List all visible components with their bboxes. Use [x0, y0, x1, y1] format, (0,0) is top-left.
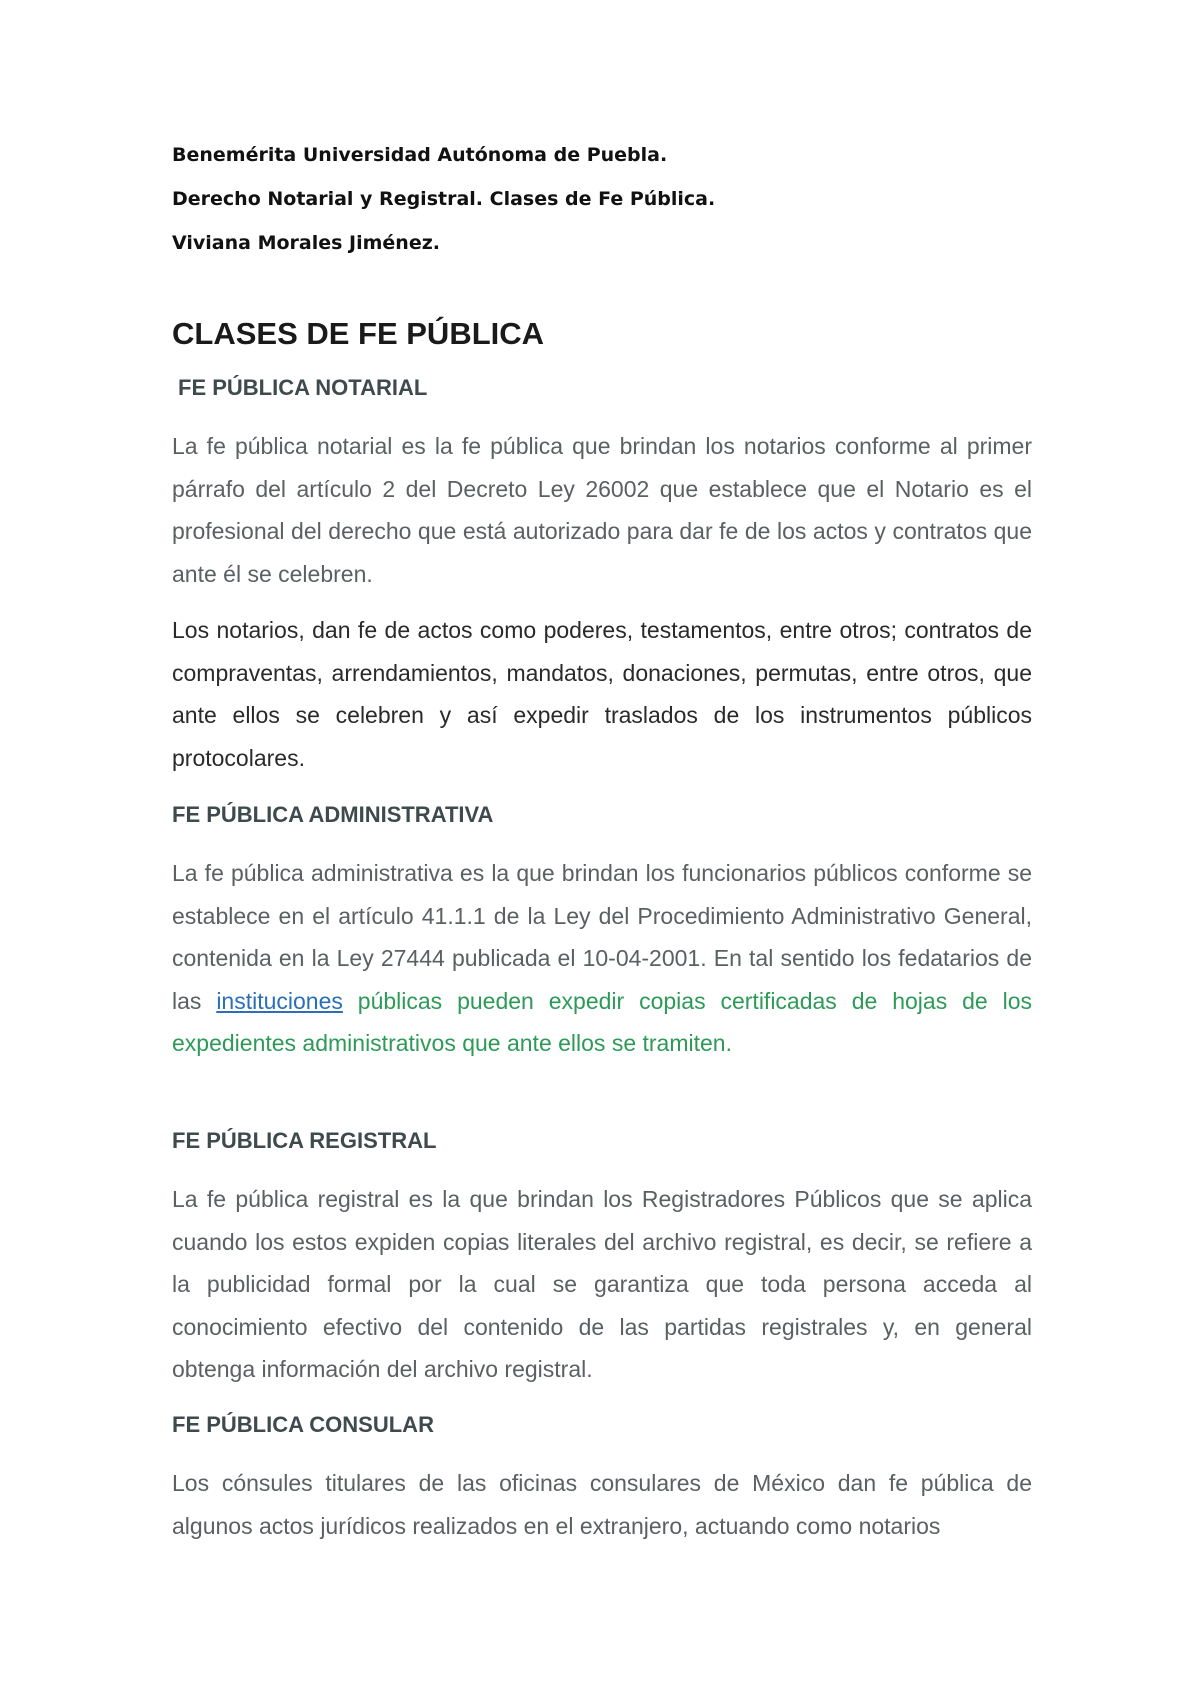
instituciones-link[interactable]: instituciones	[216, 987, 343, 1014]
institution-name: Benemérita Universidad Autónoma de Puebla.	[172, 144, 668, 166]
section-heading-registral: FE PÚBLICA REGISTRAL	[172, 1128, 437, 1153]
paragraph-consular: Los cónsules titulares de las oficinas consulares de México dan fe pública de algunos actos jurídicos realizados en el extranjero, actuando como notarios	[172, 1470, 1032, 1539]
author-name: Viviana Morales Jiménez.	[172, 232, 440, 254]
section-heading-administrativa: FE PÚBLICA ADMINISTRATIVA	[172, 802, 494, 827]
paragraph-notarial-2: Los notarios, dan fe de actos como poderes, testamentos, entre otros; contratos de compraventas, arrendamientos, mandatos, donaciones, permutas, entre otros, que ante ellos se celebren y así expedir traslados de los instrumentos públicos protocolares.	[172, 617, 1032, 771]
document-title: CLASES DE FE PÚBLICA	[172, 316, 545, 351]
paragraph-administrativa	[172, 852, 1032, 1065]
paragraph-administrativa-green-text: públicas pueden expedir copias certificadas de hojas de los expedientes administrativos que ante ellos se tramiten.	[172, 987, 1032, 1056]
section-heading-notarial: FE PÚBLICA NOTARIAL	[178, 375, 428, 400]
paragraph-administrativa-text: La fe pública administrativa es la que brindan los funcionarios públicos conforme se establece en el artículo 41.1.1 de la Ley del Procedimiento Administrativo General, contenida en la Ley 27444 publicada el 10-04-2001. En tal sentido los fedatarios de las	[172, 860, 1032, 1014]
paragraph-notarial-1: La fe pública notarial es la fe pública que brindan los notarios conforme al primer párrafo del artículo 2 del Decreto Ley 26002 que establece que el Notario es el profesional del derecho que está autorizado para dar fe de los actos y contratos que ante él se celebren.	[172, 433, 1032, 587]
course-name: Derecho Notarial y Registral. Clases de Fe Pública.	[172, 188, 716, 210]
section-heading-consular: FE PÚBLICA CONSULAR	[172, 1412, 434, 1437]
paragraph-registral: La fe pública registral es la que brindan los Registradores Públicos que se aplica cuando los estos expiden copias literales del archivo registral, es decir, se refiere a la publicidad formal por la cual se garantiza que toda persona acceda al conocimiento efectivo del contenido de las partidas registrales y, en general obtenga información del archivo registral.	[172, 1186, 1032, 1382]
